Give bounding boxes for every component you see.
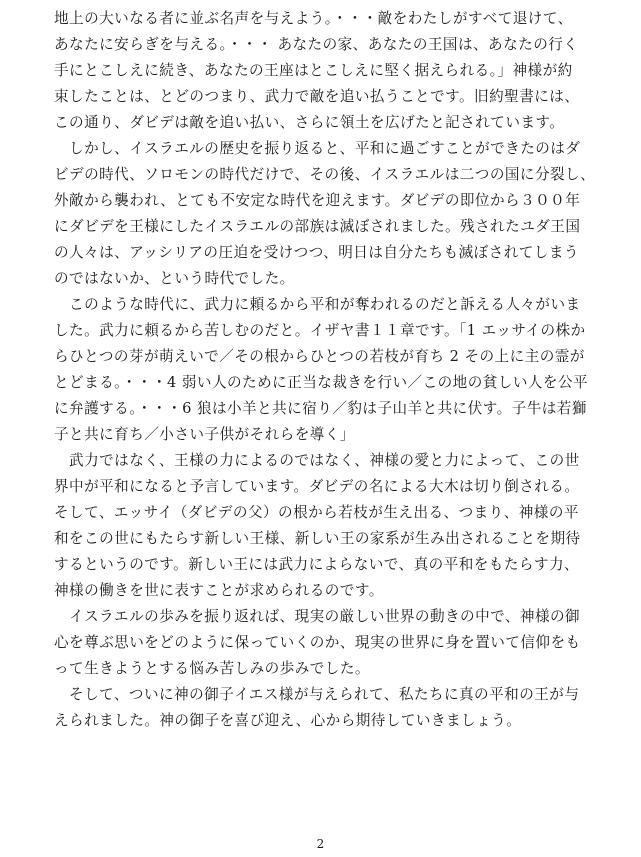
text-line: ビデの時代、ソロモンの時代だけで、その後、イスラエルは二つの国に分裂し、 — [54, 166, 596, 183]
text-line: イスラエルの歩みを振り返れば、現実の厳しい世界の動きの中で、神様の御 — [54, 608, 581, 625]
page-number: 2 — [316, 837, 325, 851]
text-line: そして、エッサイ（ダビデの父）の根から若枝が生え出る、つまり、神様の平 — [54, 504, 579, 521]
text-line: 界中が平和になると予言しています。ダビデの名による大木は切り倒される。 — [54, 478, 580, 495]
text-line: あなたに安らぎを与える。・・・ あなたの家、あなたの王国は、あなたの行く — [54, 36, 579, 53]
text-line: えられました。神の御子を喜び迎え、心から期待していきましょう。 — [54, 712, 522, 729]
text-line: この通り、ダビデは敵を追い払い、さらに領土を広げたと記されています。 — [54, 114, 565, 131]
text-line: に弁護する。・・・6 狼は小羊と共に宿り／豹は子山羊と共に伏す。子牛は若獅 — [54, 400, 587, 417]
text-line: って生きようとする悩み苦しみの歩みでした。 — [54, 660, 370, 677]
text-line: 子と共に育ち／小さい子供がそれらを導く」 — [54, 426, 355, 443]
text-line: 外敵から襲われ、とても不安定な時代を迎えます。ダビデの即位から３００年 — [54, 192, 581, 209]
text-line: 束したことは、とどのつまり、武力で敵を追い払うことです。旧約聖書には、 — [54, 88, 580, 105]
text-line: 心を尊ぶ思いをどのように保っていくのか、現実の世界に身を置いて信仰をも — [54, 634, 581, 651]
text-line: そして、ついに神の御子イエス様が与えられて、私たちに真の平和の王が与 — [54, 686, 580, 703]
text-line: しかし、イスラエルの歴史を振り返ると、平和に過ごすことができたのはダ — [54, 140, 581, 157]
text-line: した。武力に頼るから苦しむのだと。イザヤ書１１章です。「1 エッサイの株か — [54, 322, 586, 339]
document-body — [54, 6, 594, 734]
text-line: このような時代に、武力に頼るから平和が奪われるのだと訴える人々がいま — [54, 296, 581, 313]
text-line: の人々は、アッシリアの圧迫を受けつつ、明日は自分たちも滅ぼされてしまう — [54, 244, 579, 261]
text-line: 和をこの世にもたらす新しい王様、新しい王の家系が生み出されることを期待 — [54, 530, 581, 547]
text-line: 手にとこしえに続き、あなたの王座はとこしえに堅く据えられる。」神様が約 — [54, 62, 573, 79]
text-line: らひとつの芽が萌えいで／その根からひとつの若枝が育ち 2 その上に主の霊が — [54, 348, 585, 365]
text-line: 武力ではなく、王様の力によるのではなく、神様の愛と力によって、この世 — [54, 452, 580, 469]
text-line: 地上の大いなる者に並ぶ名声を与えよう。・・・敵をわたしがすべて退けて、 — [54, 10, 573, 27]
text-line: するというのです。新しい王には武力によらないで、真の平和をもたらす力、 — [54, 556, 580, 573]
text-line: にダビデを王様にしたイスラエルの部族は滅ぼされました。残されたユダ王国 — [54, 218, 581, 235]
text-line: のではないか、という時代でした。 — [54, 270, 295, 287]
text-line: とどまる。・・・4 弱い人のために正当な裁きを行い／この地の貧しい人を公平 — [54, 374, 589, 391]
text-line: 神様の働きを世に表すことが求められるのです。 — [54, 582, 384, 599]
